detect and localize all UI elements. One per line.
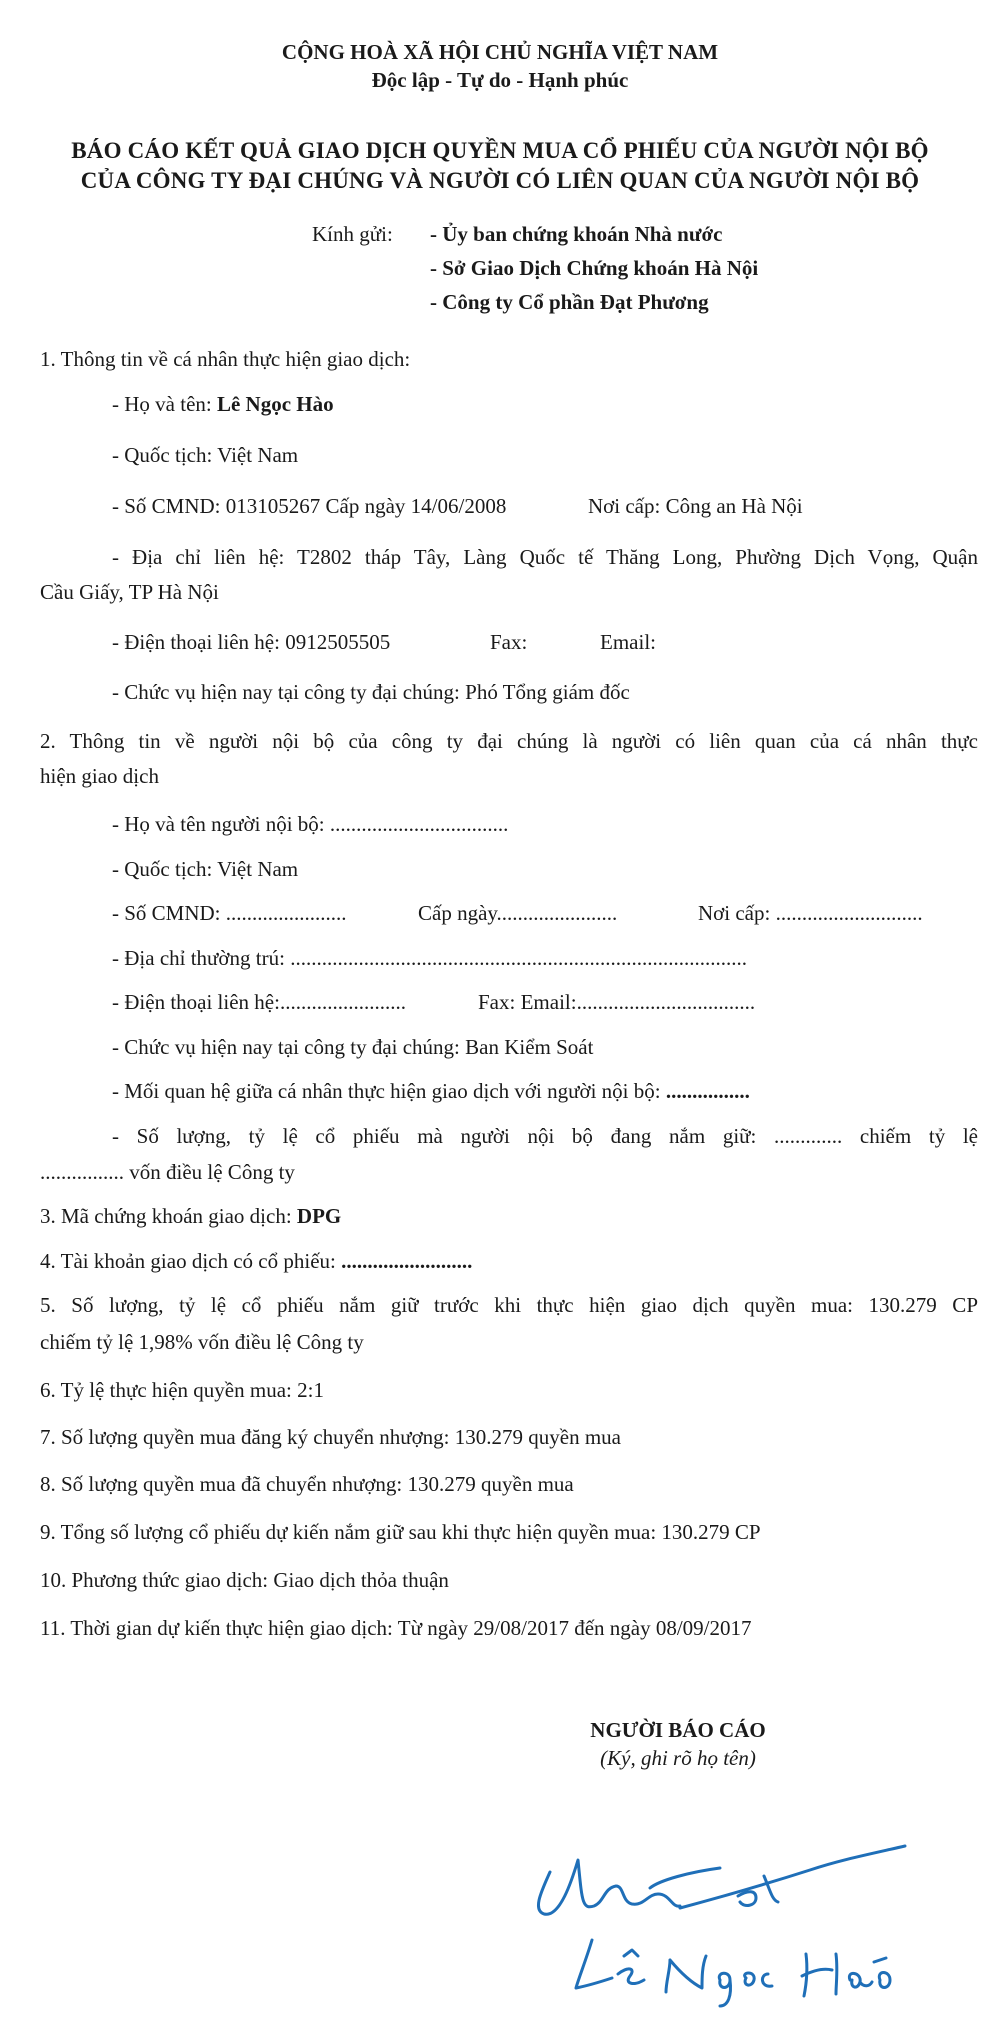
s1-nationality: - Quốc tịch: Việt Nam [112,443,299,467]
s1-position: - Chức vụ hiện nay tại công ty đại chúng: Phó Tổng giám đốc [112,680,630,704]
signature-name-script [576,1940,890,2006]
s1-name [112,392,334,417]
s1-address-line2: Cầu Giấy, TP Hà Nội [40,580,219,604]
recipients-label: Kính gửi: [312,222,393,246]
s1-id-number: - Số CMND: 013105267 Cấp ngày 14/06/2008 [112,494,507,518]
s2-insider-name: - Họ và tên người nội bộ: .................................. [112,812,509,836]
s1-name-label: - Họ và tên: [112,392,217,416]
s2-holding-line1: - Số lượng, tỷ lệ cổ phiếu mà người nội bộ đang nắm giữ: ............. chiếm tỷ lệ [112,1124,978,1148]
item-3-value: DPG [296,1204,342,1228]
item-5-line1: 5. Số lượng, tỷ lệ cổ phiếu nắm giữ trước khi thực hiện giao dịch quyền mua: 130.279 CP [40,1293,978,1317]
section-2-heading-line2: hiện giao dịch [40,764,159,788]
s2-nationality: - Quốc tịch: Việt Nam [112,857,299,881]
s1-phone: - Điện thoại liên hệ: 0912505505 [112,630,391,654]
item-3-label: 3. Mã chứng khoán giao dịch: [40,1204,297,1228]
item-11: 11. Thời gian dự kiến thực hiện giao dịch: Từ ngày 29/08/2017 đến ngày 08/09/2017 [40,1616,752,1640]
s2-address: - Địa chỉ thường trú: ....................................................................................... [112,946,747,970]
s2-id-number: - Số CMND: ....................... [112,901,347,925]
item-5-line2: chiếm tỷ lệ 1,98% vốn điều lệ Công ty [40,1330,364,1354]
recipient-3: - Công ty Cổ phần Đạt Phương [430,290,709,314]
item-6: 6. Tỷ lệ thực hiện quyền mua: 2:1 [40,1378,324,1402]
s2-holding-line2: ................ vốn điều lệ Công ty [40,1160,295,1184]
s1-id-issuer: Nơi cấp: Công an Hà Nội [588,494,803,518]
report-title-line2: CỦA CÔNG TY ĐẠI CHÚNG VÀ NGƯỜI CÓ LIÊN QUAN CỦA NGƯỜI NỘI BỘ [80,168,920,193]
national-header: CỘNG HOÀ XÃ HỘI CHỦ NGHĨA VIỆT NAM [281,40,719,64]
s1-address-line1: - Địa chỉ liên hệ: T2802 tháp Tây, Làng Quốc tế Thăng Long, Phường Dịch Vọng, Quận [112,545,978,569]
item-3 [40,1204,341,1229]
s2-fax-email: Fax: Email:.................................. [478,990,756,1014]
s2-relation-value: ................ [665,1079,750,1103]
item-8: 8. Số lượng quyền mua đã chuyển nhượng: 130.279 quyền mua [40,1472,574,1496]
s2-relation-label: - Mối quan hệ giữa cá nhân thực hiện giao dịch với người nội bộ: [112,1079,666,1103]
handwritten-signature [520,1810,940,2010]
signer-title: NGƯỜI BÁO CÁO [590,1718,766,1742]
recipient-1: - Ủy ban chứng khoán Nhà nước [430,222,723,246]
section-2-heading-line1: 2. Thông tin về người nội bộ của công ty đại chúng là người có liên quan của cá nhân thực [40,729,978,753]
signer-note: (Ký, ghi rõ họ tên) [600,1746,756,1770]
section-1-heading: 1. Thông tin về cá nhân thực hiện giao dịch: [40,347,411,371]
s1-email: Email: [600,630,656,654]
item-10: 10. Phương thức giao dịch: Giao dịch thỏa thuận [40,1568,449,1592]
national-motto: Độc lập - Tự do - Hạnh phúc [371,68,629,92]
s2-id-date: Cấp ngày....................... [418,901,618,925]
s2-relation [112,1079,750,1104]
item-4-label: 4. Tài khoản giao dịch có cổ phiếu: [40,1249,342,1273]
item-4-value: ......................... [341,1249,473,1273]
signature-scribble [538,1846,905,1914]
s2-phone: - Điện thoại liên hệ:........................ [112,990,406,1014]
report-title-line1: BÁO CÁO KẾT QUẢ GIAO DỊCH QUYỀN MUA CỔ PHIẾU CỦA NGƯỜI NỘI BỘ [71,138,929,163]
s2-position: - Chức vụ hiện nay tại công ty đại chúng: Ban Kiểm Soát [112,1035,594,1059]
s1-fax: Fax: [490,630,528,654]
recipient-2: - Sở Giao Dịch Chứng khoán Hà Nội [430,256,759,280]
item-4 [40,1249,472,1274]
item-7: 7. Số lượng quyền mua đăng ký chuyển nhượng: 130.279 quyền mua [40,1425,621,1449]
s2-id-issuer: Nơi cấp: ............................ [698,901,923,925]
s1-name-value: Lê Ngọc Hào [216,392,334,416]
item-9: 9. Tổng số lượng cổ phiếu dự kiến nắm giữ sau khi thực hiện quyền mua: 130.279 CP [40,1520,761,1544]
